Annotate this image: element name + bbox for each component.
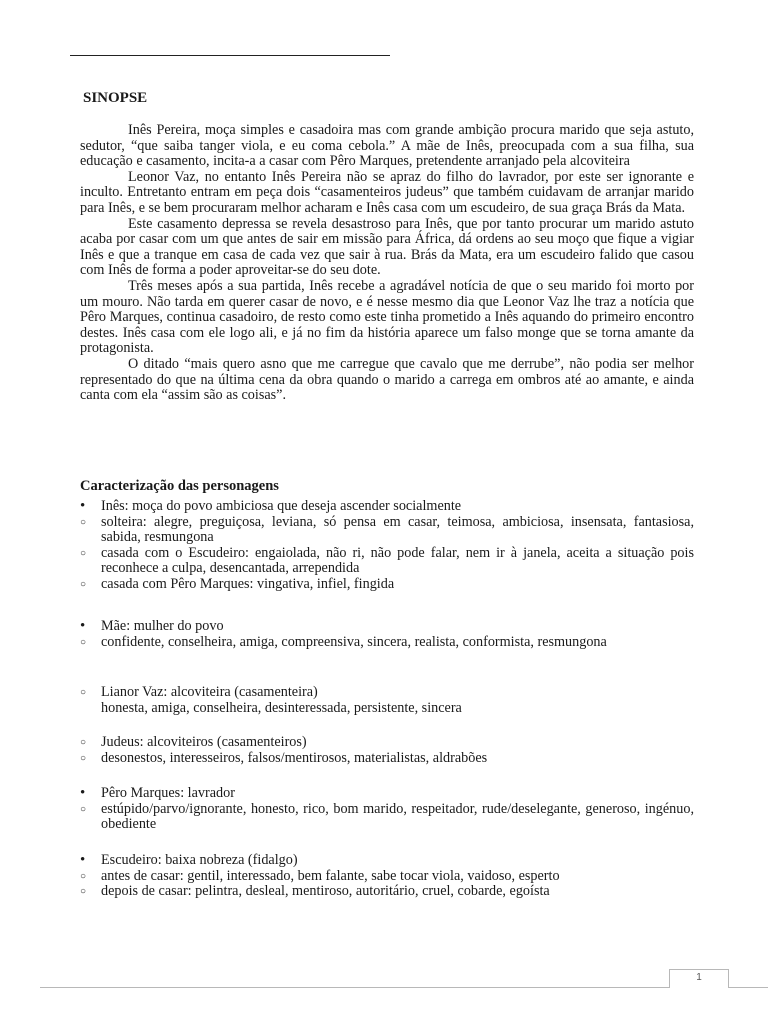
top-rule [70, 55, 390, 56]
character-group-lianor-vaz [80, 685, 694, 716]
character-group-judeus [80, 735, 694, 766]
bullet-icon [80, 619, 94, 635]
list-item-text: Pêro Marques: lavrador [101, 785, 235, 801]
footer-rule [40, 987, 768, 988]
circle-bullet-icon [80, 635, 94, 652]
list-item: honesta, amiga, conselheira, desinteressada, persistente, sincera [101, 699, 462, 716]
list-item [80, 546, 694, 577]
synopsis-paragraph: Leonor Vaz, no entanto Inês Pereira não se apraz do filho do lavrador, por este ser ignorante e inculto. Entretanto entram em peça dois “casamenteiros judeus” que também cuidavam de arranjar marido para Inês, e se bem procuraram melhor acharam e Inês casa com um escudeiro, de sua graça Brás da Mata. [80, 168, 694, 216]
list-item [80, 853, 694, 869]
character-group-ines [80, 499, 694, 593]
list-item-text: Inês: moça do povo ambiciosa que deseja ascender socialmente [101, 498, 462, 514]
characters-heading: Caracterização das personagens [80, 478, 279, 494]
bullet-icon [80, 853, 94, 869]
circle-bullet-icon [80, 751, 94, 768]
character-group-mae [80, 619, 694, 650]
synopsis-paragraph: O ditado “mais quero asno que me carregue que cavalo que me derrube”, não podia ser melhor representado do que na última cena da obra quando o marido a carrega em ombros até ao amante, e ainda canta com ela “assim são as coisas”. [80, 355, 694, 404]
list-item [80, 751, 694, 767]
synopsis-heading: SINOPSE [83, 90, 148, 106]
circle-bullet-icon [80, 685, 94, 702]
list-item [80, 515, 694, 546]
list-item-text: Judeus: alcoviteiros (casamenteiros) [101, 734, 307, 750]
circle-bullet-icon [80, 546, 94, 563]
list-item [80, 619, 694, 635]
character-group-pero-marques [80, 786, 694, 833]
list-item-text: casada com Pêro Marques: vingativa, infiel, fingida [101, 575, 395, 592]
list-item-text: depois de casar: pelintra, desleal, mentiroso, autoritário, cruel, cobarde, egoísta [101, 883, 550, 900]
page-number: 1 [696, 972, 702, 983]
list-item-text: solteira: alegre, preguiçosa, leviana, só pensa em casar, teimosa, ambiciosa, insensata, fantasiosa, sabida, resmungona [101, 513, 694, 546]
list-item [80, 735, 694, 751]
character-group-escudeiro [80, 853, 694, 900]
bullet-icon [80, 786, 94, 802]
circle-bullet-icon [80, 869, 94, 886]
list-item [80, 884, 694, 900]
list-item-text: confidente, conselheira, amiga, compreensiva, sincera, realista, conformista, resmungona [101, 633, 607, 650]
list-item-text: Escudeiro: baixa nobreza (fidalgo) [101, 852, 298, 868]
list-item [80, 499, 694, 515]
synopsis-paragraph: Inês Pereira, moça simples e casadoira mas com grande ambição procura marido que seja astuto, sedutor, “que saiba tanger viola, e eu coma cebola.” A mãe de Inês, preocupada com a sua filha, sua educação e casamento, incita-a a casar com Pêro Marques, pretendente arranjado pela alcoviteira [80, 122, 694, 170]
list-item [80, 685, 694, 701]
circle-bullet-icon [80, 515, 94, 532]
list-item [80, 869, 694, 885]
synopsis-paragraph: Três meses após a sua partida, Inês recebe a agradável notícia de que o seu marido foi morto por um mouro. Não tarda em querer casar de novo, e é nesse mesmo dia que Leonor Vaz lhe traz a notícia que Pêro Marques, continua casadoiro, de resto como este tinha prometido a Inês aquando do primeiro encontro destes. Inês casa com ele logo ali, e já no fim da história aparece um falso monge que se torna amante da protagonista. [80, 277, 694, 357]
circle-bullet-icon [80, 577, 94, 594]
list-item-text: antes de casar: gentil, interessado, bem falante, sabe tocar viola, vaidoso, esperto [101, 867, 560, 884]
circle-bullet-icon [80, 735, 94, 752]
bullet-icon [80, 499, 94, 515]
list-item-text: Mãe: mulher do povo [101, 618, 224, 634]
list-item [80, 635, 694, 651]
list-item [80, 577, 694, 593]
circle-bullet-icon [80, 884, 94, 901]
list-item [80, 802, 694, 833]
list-item-text: estúpido/parvo/ignorante, honesto, rico, bom marido, respeitador, rude/deselegante, generoso, ingénuo, obediente [101, 800, 694, 833]
list-item-text: casada com o Escudeiro: engaiolada, não ri, não pode falar, nem ir à janela, aceita a situação pois reconhece a culpa, desencantada, arrependida [101, 544, 694, 577]
synopsis-body [80, 123, 694, 404]
list-item [80, 786, 694, 802]
synopsis-paragraph: Este casamento depressa se revela desastroso para Inês, que por tanto procurar um marido astuto acaba por casar com um que antes de sair em missão para África, dá ordens ao seu moço que fique a vigiar Inês e que a tranque em casa de cada vez que sair à rua. Brás da Mata, era um escudeiro falido que casou com Inês de forma a poder aproveitar-se do seu dote. [80, 215, 694, 279]
list-item-text: Lianor Vaz: alcoviteira (casamenteira) [101, 684, 318, 700]
circle-bullet-icon [80, 802, 94, 819]
list-item-text: desonestos, interesseiros, falsos/mentirosos, materialistas, aldrabões [101, 749, 488, 766]
page-number-tab [669, 969, 729, 988]
